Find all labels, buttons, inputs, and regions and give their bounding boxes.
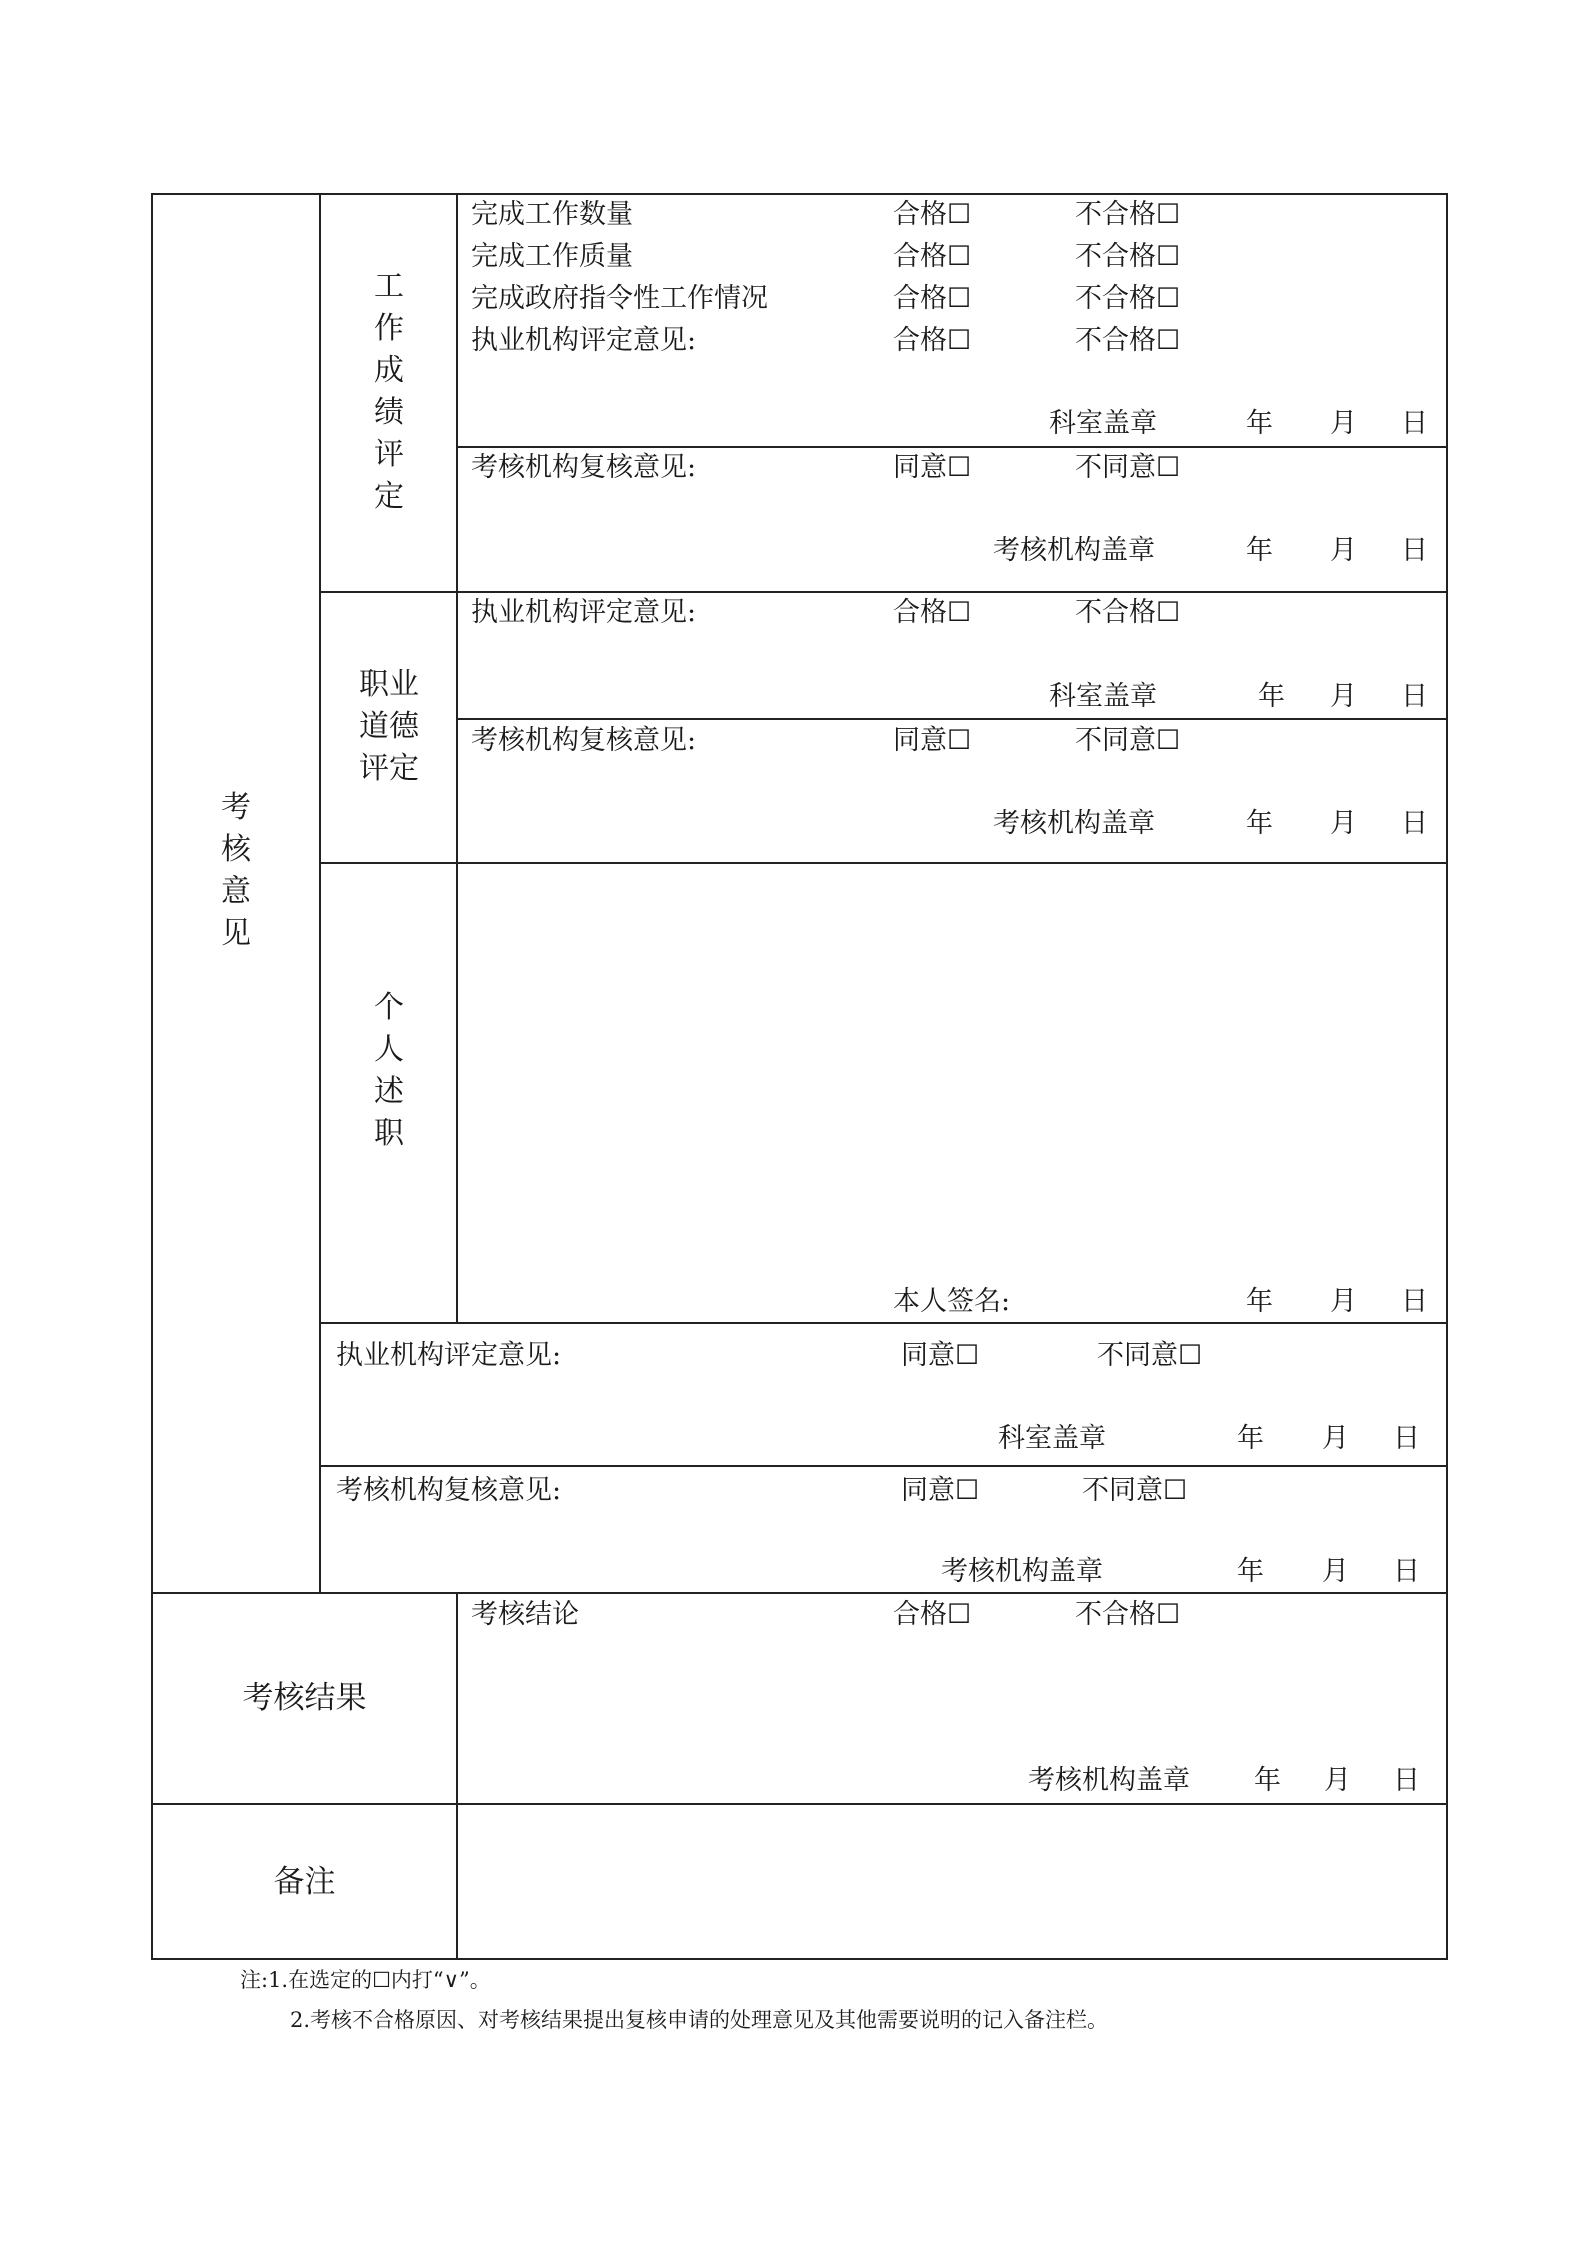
dept-seal-label: 科室盖章 — [998, 1423, 1106, 1454]
result-section-label: 考核结果 — [242, 1680, 367, 1716]
table-border-bottom — [151, 1958, 1448, 1960]
year-label: 年 — [1246, 1286, 1273, 1317]
month-label: 月 — [1330, 681, 1357, 712]
review-label: 考核机构复核意见: — [471, 452, 697, 483]
day-label: 日 — [1393, 1765, 1420, 1796]
work-item-label: 完成工作质量 — [471, 241, 633, 272]
divider-result-remarks — [151, 1803, 1447, 1805]
divider-ethics-self — [319, 862, 1447, 864]
day-label: 日 — [1393, 1423, 1420, 1454]
org-review-label: 考核机构复核意见: — [336, 1475, 562, 1506]
day-label: 日 — [1401, 1286, 1428, 1317]
year-label: 年 — [1237, 1556, 1264, 1587]
pass-checkbox[interactable]: 合格☐ — [893, 325, 972, 356]
month-label: 月 — [1330, 1286, 1357, 1317]
work-item-label: 执业机构评定意见: — [471, 325, 697, 356]
org-seal-label: 考核机构盖章 — [1028, 1765, 1190, 1796]
divider-work-review — [456, 446, 1447, 448]
signature-label: 本人签名: — [893, 1286, 1011, 1317]
org-seal-label: 考核机构盖章 — [941, 1556, 1103, 1587]
table-border-right — [1446, 193, 1448, 1960]
assessment-section-label: 考核意见 — [221, 790, 251, 951]
month-label: 月 — [1322, 1556, 1349, 1587]
remarks-label: 备注 — [273, 1864, 336, 1900]
pass-checkbox[interactable]: 合格☐ — [893, 283, 972, 314]
fail-checkbox[interactable]: 不合格☐ — [1075, 597, 1181, 628]
fail-checkbox[interactable]: 不合格☐ — [1075, 199, 1181, 230]
work-performance-label: 工作成绩评定 — [374, 269, 404, 514]
day-label: 日 — [1401, 681, 1428, 712]
month-label: 月 — [1330, 408, 1357, 439]
agree-checkbox[interactable]: 同意☐ — [893, 725, 972, 756]
day-label: 日 — [1401, 408, 1428, 439]
note-line-2: 2.考核不合格原因、对考核结果提出复核申请的处理意见及其他需要说明的记入备注栏。 — [290, 2008, 1109, 2032]
fail-checkbox[interactable]: 不合格☐ — [1075, 1599, 1181, 1630]
dept-seal-label: 科室盖章 — [1049, 681, 1157, 712]
agree-checkbox[interactable]: 同意☐ — [901, 1475, 980, 1506]
note-line-1: 注:1.在选定的☐内打“∨”。 — [240, 1968, 491, 1992]
divider-col-2-lower — [456, 1592, 458, 1959]
org-seal-label: 考核机构盖章 — [993, 808, 1155, 839]
day-label: 日 — [1393, 1556, 1420, 1587]
eval-label: 执业机构评定意见: — [471, 597, 697, 628]
month-label: 月 — [1330, 535, 1357, 566]
ethics-label: 职业道德评定 — [359, 667, 419, 786]
org-eval-label: 执业机构评定意见: — [336, 1340, 562, 1371]
day-label: 日 — [1401, 808, 1428, 839]
work-item-label: 完成政府指令性工作情况 — [471, 283, 768, 314]
divider-ethics-review — [456, 718, 1447, 720]
fail-checkbox[interactable]: 不合格☐ — [1075, 241, 1181, 272]
month-label: 月 — [1324, 1765, 1351, 1796]
disagree-checkbox[interactable]: 不同意☐ — [1082, 1475, 1188, 1506]
remarks-field[interactable] — [460, 1807, 1444, 1956]
conclusion-label: 考核结论 — [471, 1599, 579, 1630]
month-label: 月 — [1322, 1423, 1349, 1454]
year-label: 年 — [1254, 1765, 1281, 1796]
disagree-checkbox[interactable]: 不同意☐ — [1075, 452, 1181, 483]
divider-self-orgeval — [319, 1322, 1447, 1324]
disagree-checkbox[interactable]: 不同意☐ — [1097, 1340, 1203, 1371]
fail-checkbox[interactable]: 不合格☐ — [1075, 283, 1181, 314]
year-label: 年 — [1246, 808, 1273, 839]
self-report-label: 个人述职 — [374, 990, 404, 1151]
year-label: 年 — [1246, 535, 1273, 566]
divider-orgeval-review — [319, 1465, 1447, 1467]
self-report-textarea[interactable] — [460, 866, 1444, 1276]
disagree-checkbox[interactable]: 不同意☐ — [1075, 725, 1181, 756]
dept-seal-label: 科室盖章 — [1049, 408, 1157, 439]
pass-checkbox[interactable]: 合格☐ — [893, 597, 972, 628]
divider-col-2 — [456, 193, 458, 1323]
agree-checkbox[interactable]: 同意☐ — [893, 452, 972, 483]
day-label: 日 — [1401, 535, 1428, 566]
year-label: 年 — [1237, 1423, 1264, 1454]
pass-checkbox[interactable]: 合格☐ — [893, 1599, 972, 1630]
divider-work-ethics — [319, 591, 1447, 593]
fail-checkbox[interactable]: 不合格☐ — [1075, 325, 1181, 356]
review-label: 考核机构复核意见: — [471, 725, 697, 756]
org-seal-label: 考核机构盖章 — [993, 535, 1155, 566]
year-label: 年 — [1246, 408, 1273, 439]
year-label: 年 — [1258, 681, 1285, 712]
divider-col-1 — [319, 193, 321, 1593]
work-item-label: 完成工作数量 — [471, 199, 633, 230]
pass-checkbox[interactable]: 合格☐ — [893, 241, 972, 272]
table-border-top — [151, 193, 1448, 195]
pass-checkbox[interactable]: 合格☐ — [893, 199, 972, 230]
month-label: 月 — [1330, 808, 1357, 839]
divider-assessment-result — [151, 1592, 1447, 1594]
agree-checkbox[interactable]: 同意☐ — [901, 1340, 980, 1371]
